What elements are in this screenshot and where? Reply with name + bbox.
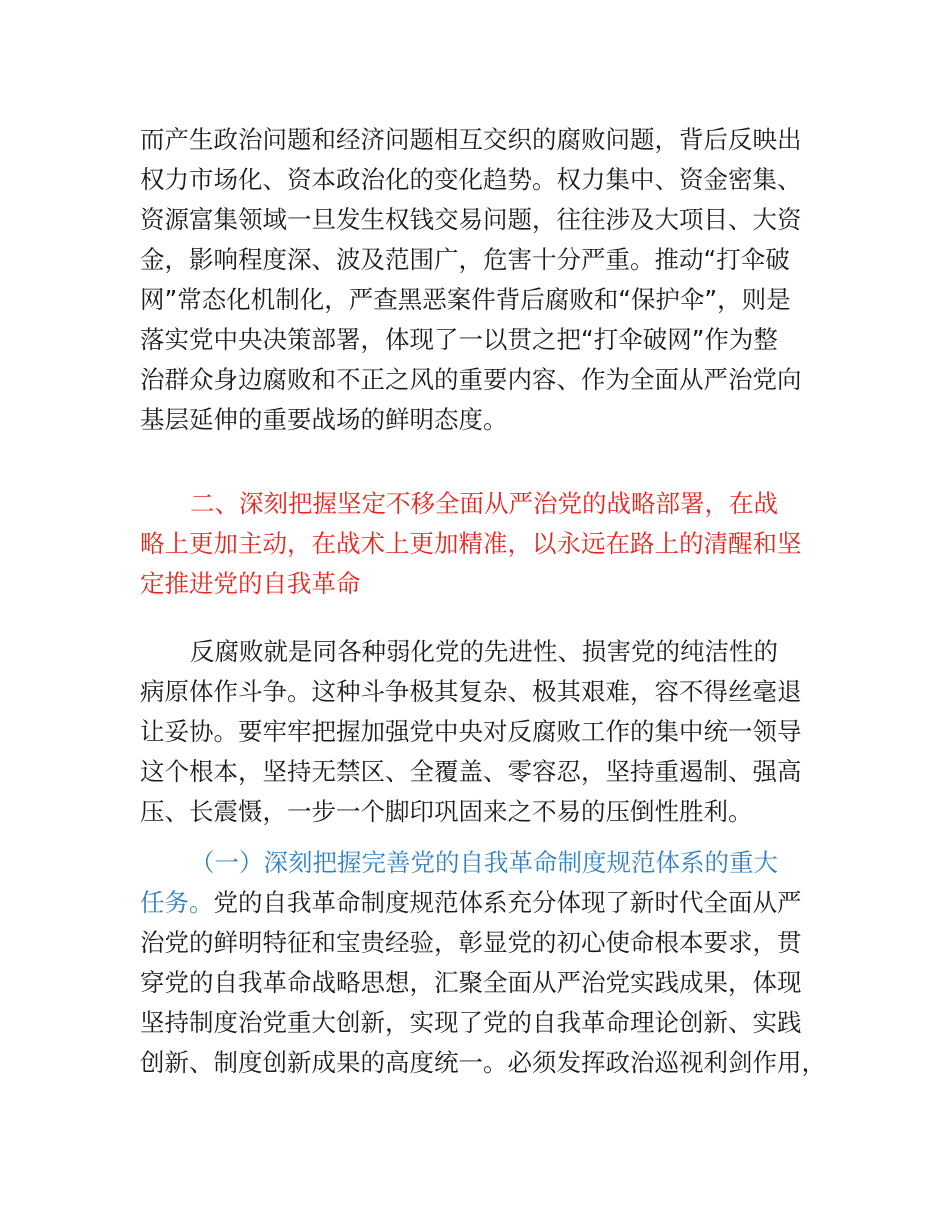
subheading-tail: 任务。: [140, 888, 214, 917]
text-line: 病原体作斗争。这种斗争极其复杂、极其艰难，容不得丝毫退: [140, 677, 802, 706]
text-line: [140, 883, 840, 923]
text-line: 基层延伸的重要战场的鲜明态度。: [140, 405, 508, 434]
text-line: 金，影响程度深、波及范围广，危害十分严重。推动“打伞破: [140, 245, 790, 274]
text-line: 创新、制度创新成果的高度统一。必须发挥政治巡视利剑作用，: [140, 1048, 826, 1077]
text-line: 治党的鲜明特征和宝贵经验，彰显党的初心使命根本要求，贯: [140, 928, 802, 957]
body-text: 党的自我革命制度规范体系充分体现了新时代全面从严: [213, 888, 802, 917]
heading-line: 定推进党的自我革命: [140, 569, 361, 598]
text-line: 落实党中央决策部署，体现了一以贯之把“打伞破网”作为整: [140, 325, 778, 354]
text-line: 这个根本，坚持无禁区、全覆盖、零容忍，坚持重遏制、强高: [140, 757, 802, 786]
paragraph-self-revolution-system: [140, 843, 840, 1083]
text-line: 而产生政治问题和经济问题相互交织的腐败问题，背后反映出: [140, 125, 802, 154]
paragraph-anti-corruption-trend: [140, 120, 840, 440]
paragraph-anti-corruption-struggle: [140, 632, 840, 832]
subheading-line: （一）深刻把握完善党的自我革命制度规范体系的重大: [190, 848, 778, 877]
text-line: 压、长震慑，一步一个脚印巩固来之不易的压倒性胜利。: [140, 797, 753, 826]
text-line: 治群众身边腐败和不正之风的重要内容、作为全面从严治党向: [140, 365, 802, 394]
heading-line: 二、深刻把握坚定不移全面从严治党的战略部署，在战: [190, 489, 778, 518]
text-line: 资源富集领域一旦发生权钱交易问题，往往涉及大项目、大资: [140, 205, 802, 234]
text-line: 网”常态化机制化，严查黑恶案件背后腐败和“保护伞”，则是: [140, 285, 791, 314]
text-line: 权力市场化、资本政治化的变化趋势。权力集中、资金密集、: [140, 165, 802, 194]
section-heading-2: [140, 484, 840, 604]
text-line: 坚持制度治党重大创新，实现了党的自我革命理论创新、实践: [140, 1008, 802, 1037]
text-line: 反腐败就是同各种弱化党的先进性、损害党的纯洁性的: [190, 637, 778, 666]
text-line: 让妥协。要牢牢把握加强党中央对反腐败工作的集中统一领导: [140, 717, 802, 746]
text-line: 穿党的自我革命战略思想，汇聚全面从严治党实践成果，体现: [140, 968, 802, 997]
heading-line: 略上更加主动，在战术上更加精准，以永远在路上的清醒和坚: [140, 529, 802, 558]
